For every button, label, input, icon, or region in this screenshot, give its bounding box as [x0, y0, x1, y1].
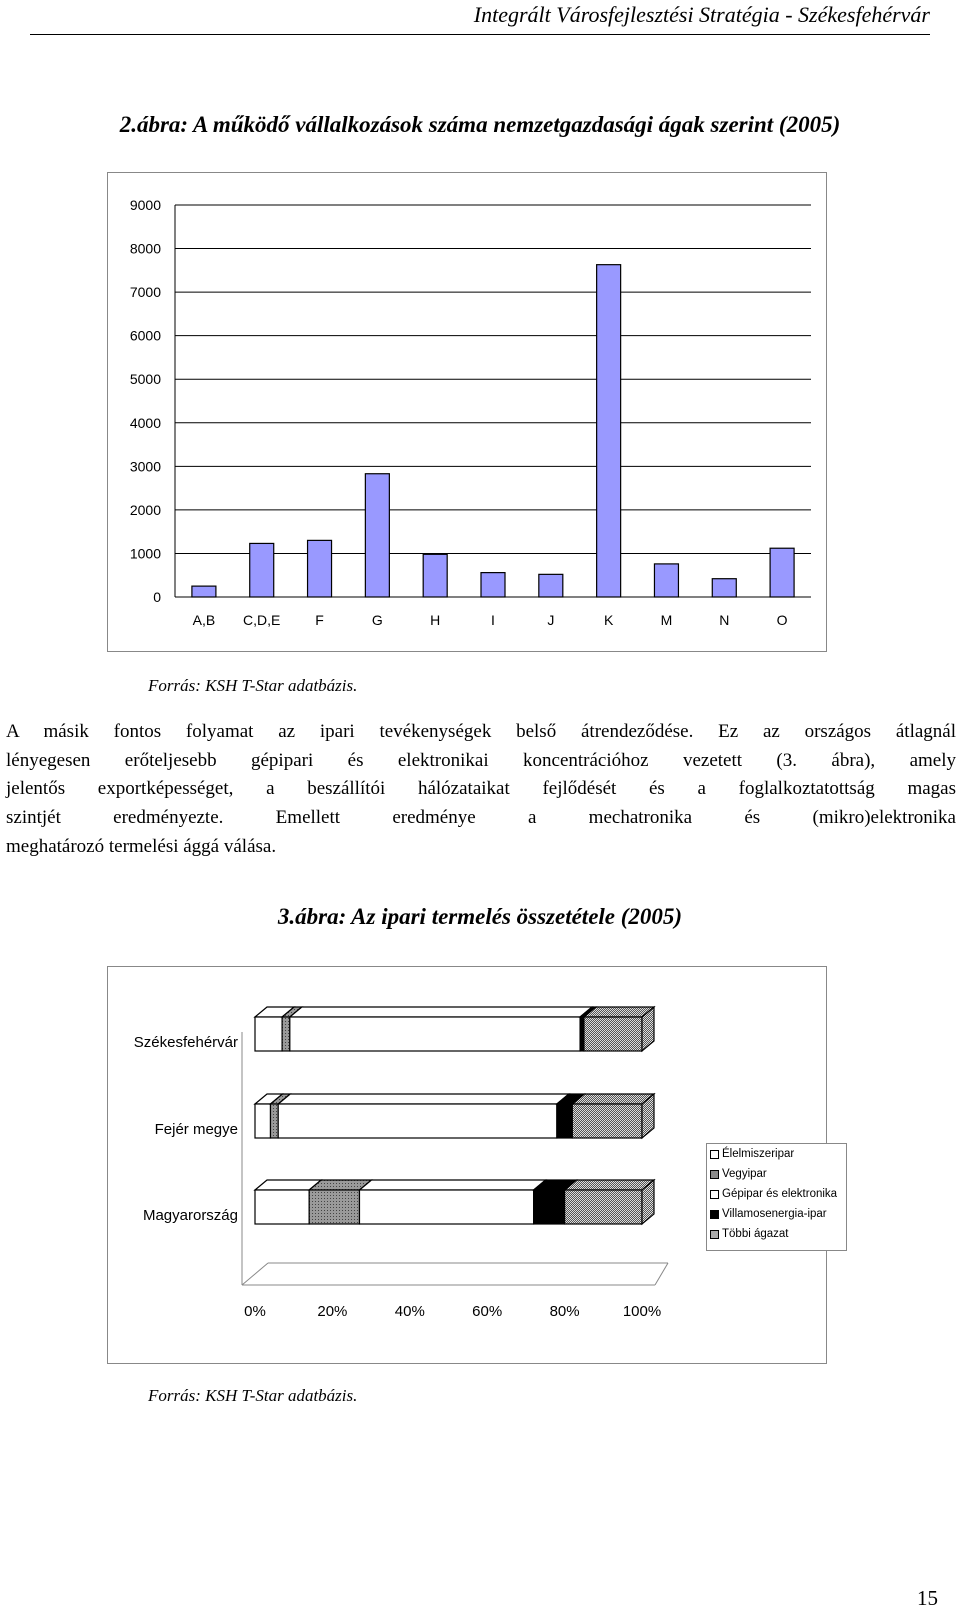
y-tick-label: 6000 [129, 327, 161, 344]
floor-right [655, 1263, 668, 1285]
figure-2-source: Forrás: KSH T-Star adatbázis. [148, 676, 358, 695]
legend-swatch-black [710, 1210, 719, 1219]
bar-n [712, 579, 736, 597]
y-tick-label: 8000 [129, 240, 161, 257]
legend-label: Gépipar és elektronika [722, 1188, 838, 1200]
legend-swatch-gray [710, 1170, 719, 1179]
paragraph-line: lényegesen erőteljesebb gépipari és elektronikai koncentrációhoz vezetett (3. ábra), amely [6, 749, 956, 771]
legend-label: Vegyipar [722, 1168, 767, 1180]
bar-a-b [192, 586, 216, 597]
bar-o [770, 548, 794, 597]
y-tick-label: 5000 [129, 371, 161, 388]
y-tick-label: 9000 [129, 197, 161, 213]
paragraph-line: jelentős exportképességet, a beszállítói hálózataikat fejlődését és a foglalkoztatottság magas [6, 778, 956, 800]
bar-m [654, 564, 678, 597]
header-divider [30, 34, 930, 35]
y-tick-label: 2000 [129, 501, 161, 518]
bar-f [308, 540, 332, 597]
figure-2-caption: 2.ábra: A működő vállalkozások száma nemzetgazdasági ágak szerint (2005) [119, 112, 841, 137]
bar-segment-top [359, 1180, 545, 1190]
legend-swatch-checker [710, 1230, 719, 1239]
bar-segment [255, 1190, 309, 1224]
x-tick-label: M [660, 612, 673, 628]
bar-segment [278, 1104, 557, 1138]
category-label: Magyarország [142, 1207, 238, 1224]
figure-2-bar-chart [108, 173, 826, 651]
legend-item [710, 1146, 794, 1162]
legend-item [710, 1166, 767, 1182]
x-tick-label: O [776, 612, 788, 628]
figure-3-legend [706, 1143, 847, 1251]
bar-segment [359, 1190, 533, 1224]
paragraph-line: meghatározó termelési ággá válása. [6, 835, 277, 857]
x-tick-label: N [719, 612, 730, 628]
bar-segment [270, 1104, 278, 1138]
paragraph-line: A másik fontos folyamat az ipari tevékenységek belső átrendeződése. Ez az országos átlagnál [6, 721, 956, 742]
y-tick-label: 0 [153, 589, 161, 605]
legend-swatch-white [710, 1150, 719, 1159]
legend-item [710, 1206, 827, 1222]
bar-segment [572, 1104, 642, 1138]
legend-item [710, 1186, 837, 1202]
bar-segment [255, 1017, 282, 1051]
bar-segment [309, 1190, 359, 1224]
bar-segment [290, 1017, 580, 1051]
figure-3-caption: 3.ábra: Az ipari termelés összetétele (2005) [277, 904, 683, 929]
bar-i [481, 573, 505, 597]
bar-g [365, 474, 389, 597]
y-tick-label: 3000 [129, 458, 161, 475]
x-tick-label: I [491, 612, 495, 628]
body-paragraph [6, 718, 956, 862]
x-tick-label: J [547, 612, 555, 628]
y-tick-label: 7000 [129, 284, 161, 301]
x-tick-label: 80% [549, 1303, 580, 1320]
bar-segment-top [565, 1180, 654, 1190]
bar-segment-top [290, 1007, 592, 1017]
x-tick-label: C,D,E [243, 612, 281, 628]
floor-side [242, 1263, 268, 1285]
legend-label: Villamosenergia-ipar [722, 1208, 827, 1220]
bar-segment-top [278, 1094, 569, 1104]
paragraph-line: szintjét eredményezte. Emellett eredménye a mechatronika és (mikro)elektronika [6, 807, 956, 829]
x-tick-label: A,B [192, 612, 216, 628]
bar-h [423, 554, 447, 597]
bar-segment [282, 1017, 290, 1051]
figure-3-source: Forrás: KSH T-Star adatbázis. [148, 1386, 358, 1405]
bar-k [597, 265, 621, 597]
bar-segment-top [572, 1094, 654, 1104]
legend-item [710, 1226, 789, 1242]
x-tick-label: 60% [472, 1303, 503, 1320]
bar-segment [534, 1190, 565, 1224]
bar-segment [255, 1104, 270, 1138]
legend-swatch-white [710, 1190, 719, 1199]
x-tick-label: 20% [317, 1303, 348, 1320]
x-tick-label: K [603, 612, 614, 628]
y-tick-label: 4000 [129, 414, 161, 431]
bar-segment [584, 1017, 642, 1051]
bar-c-d-e [250, 543, 274, 597]
legend-label: Élelmiszeripar [722, 1148, 795, 1160]
bar-segment [557, 1104, 572, 1138]
page-header-title: Integrált Városfejlesztési Stratégia - Székesfehérvár [473, 2, 930, 27]
x-tick-label: H [430, 612, 441, 628]
x-tick-label: G [371, 612, 383, 628]
figure-2-frame [107, 172, 827, 652]
category-label: Fejér megye [154, 1121, 238, 1138]
x-tick-label: 40% [394, 1303, 425, 1320]
x-tick-label: 0% [244, 1303, 266, 1320]
legend-label: Többi ágazat [722, 1228, 789, 1240]
category-label: Székesfehérvár [133, 1034, 238, 1051]
bar-j [539, 574, 563, 597]
page-number: 15 [917, 1586, 938, 1610]
x-tick-label: 100% [622, 1303, 662, 1320]
bar-segment [565, 1190, 642, 1224]
y-tick-label: 1000 [129, 545, 161, 562]
x-tick-label: F [315, 612, 324, 628]
